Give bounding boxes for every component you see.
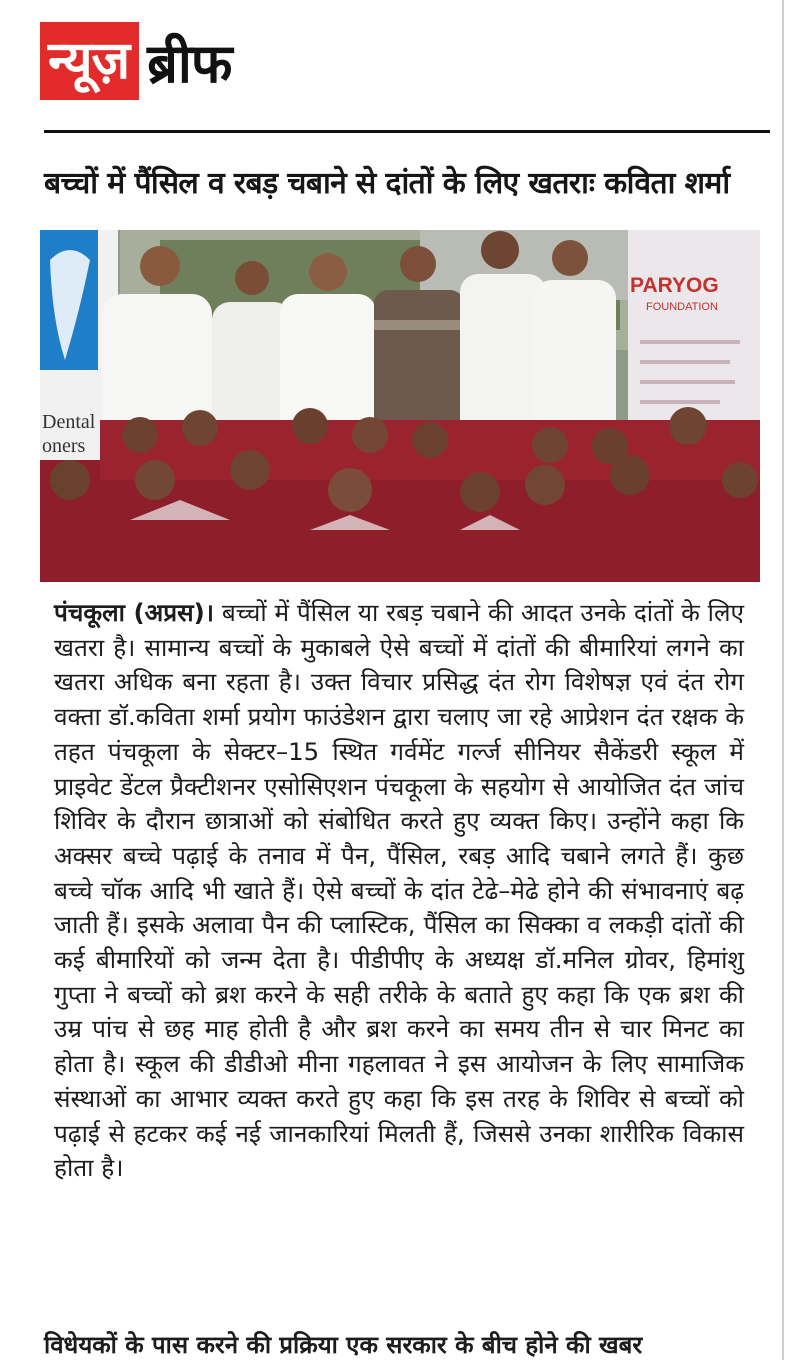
students <box>40 407 760 582</box>
masthead <box>40 22 232 100</box>
masthead-red-label: न्यूज़ <box>40 22 139 100</box>
article-body <box>54 596 744 1186</box>
article-headline: बच्चों में पैंसिल व रबड़ चबाने से दांतों के लिए खतराः कविता शर्मा <box>44 166 730 201</box>
masthead-black-label: ब्रीफ <box>147 32 232 95</box>
left-banner-line2: oners <box>42 435 86 457</box>
header-rule <box>44 130 770 133</box>
left-banner-line1: Dental <box>42 411 96 433</box>
page-frame-line <box>782 0 784 1360</box>
next-article-cutoff-text: विधेयकों के पास करने की प्रक्रिया एक सरकार के बीच होने की खबर <box>44 1331 643 1359</box>
next-article-cutoff <box>44 1331 760 1360</box>
right-banner-subtitle: FOUNDATION <box>646 301 718 313</box>
article-dateline: पंचकूला (अप्रस)। <box>54 598 215 627</box>
article-photo <box>40 230 760 582</box>
right-banner-title: PARYOG <box>630 274 719 297</box>
article-body-text: बच्चों में पैंसिल या रबड़ चबाने की आदत उनके दांतों के लिए खतरा है। सामान्य बच्चों के मुकाबले ऐसे बच्चों में दांतों की बीमारियां लगने का खतरा अधिक बना रहता है। उक्त विचार प्रसिद्ध दंत रोग विशेषज्ञ एवं दंत रोग वक्ता डॉ.कविता शर्मा प्रयोग फाउंडेशन द्वारा चलाए जा रहे आप्रेशन दंत रक्षक के तहत पंचकूला के सेक्टर–15 स्थित गर्वमेंट गर्ल्ज सीनियर सैकेंडरी स्कूल में प्राइवेट डेंटल प्रैक्टीशनर एसोसिएशन पंचकूला के सहयोग से आयोजित दंत जांच शिविर के दौरान छात्राओं को संबोधित करते हुए व्यक्त किए। उन्होंने कहा कि अक्सर बच्चे पढ़ाई के तनाव में पैन, पैंसिल, रबड़ आदि चबाने लगते हैं। कुछ बच्चे चॉक आदि भी खाते हैं। ऐसे बच्चों के दांत टेढे–मेढे होने की संभावनाएं बढ़ जाती हैं। इसके अलावा पैन की प्लास्टिक, पैंसिल का सिक्का व लकड़ी दांतों की कई बीमारियों को जन्म देता है। पीडीपीए के अध्यक्ष डॉ.मनिल ग्रोवर, हिमांशु गुप्ता ने बच्चों को ब्रश करने के सही तरीके के बताते हुए कहा कि एक ब्रश की उम्र पांच से छह माह होती है और ब्रश करने का समय तीन से चार मिनट का होता है। स्कूल की डीडीओ मीना गहलावत ने इस आयोजन के लिए सामाजिक संस्थाओं का आभार व्यक्त करते हुए कहा कि इस तरह के शिविर से बच्चों को पढ़ाई से हटकर कई नई जानकारियां मिलती हैं, जिससे उनका शारीरिक विकास होता है। <box>54 598 745 1183</box>
group-photo-illustration <box>40 230 760 582</box>
